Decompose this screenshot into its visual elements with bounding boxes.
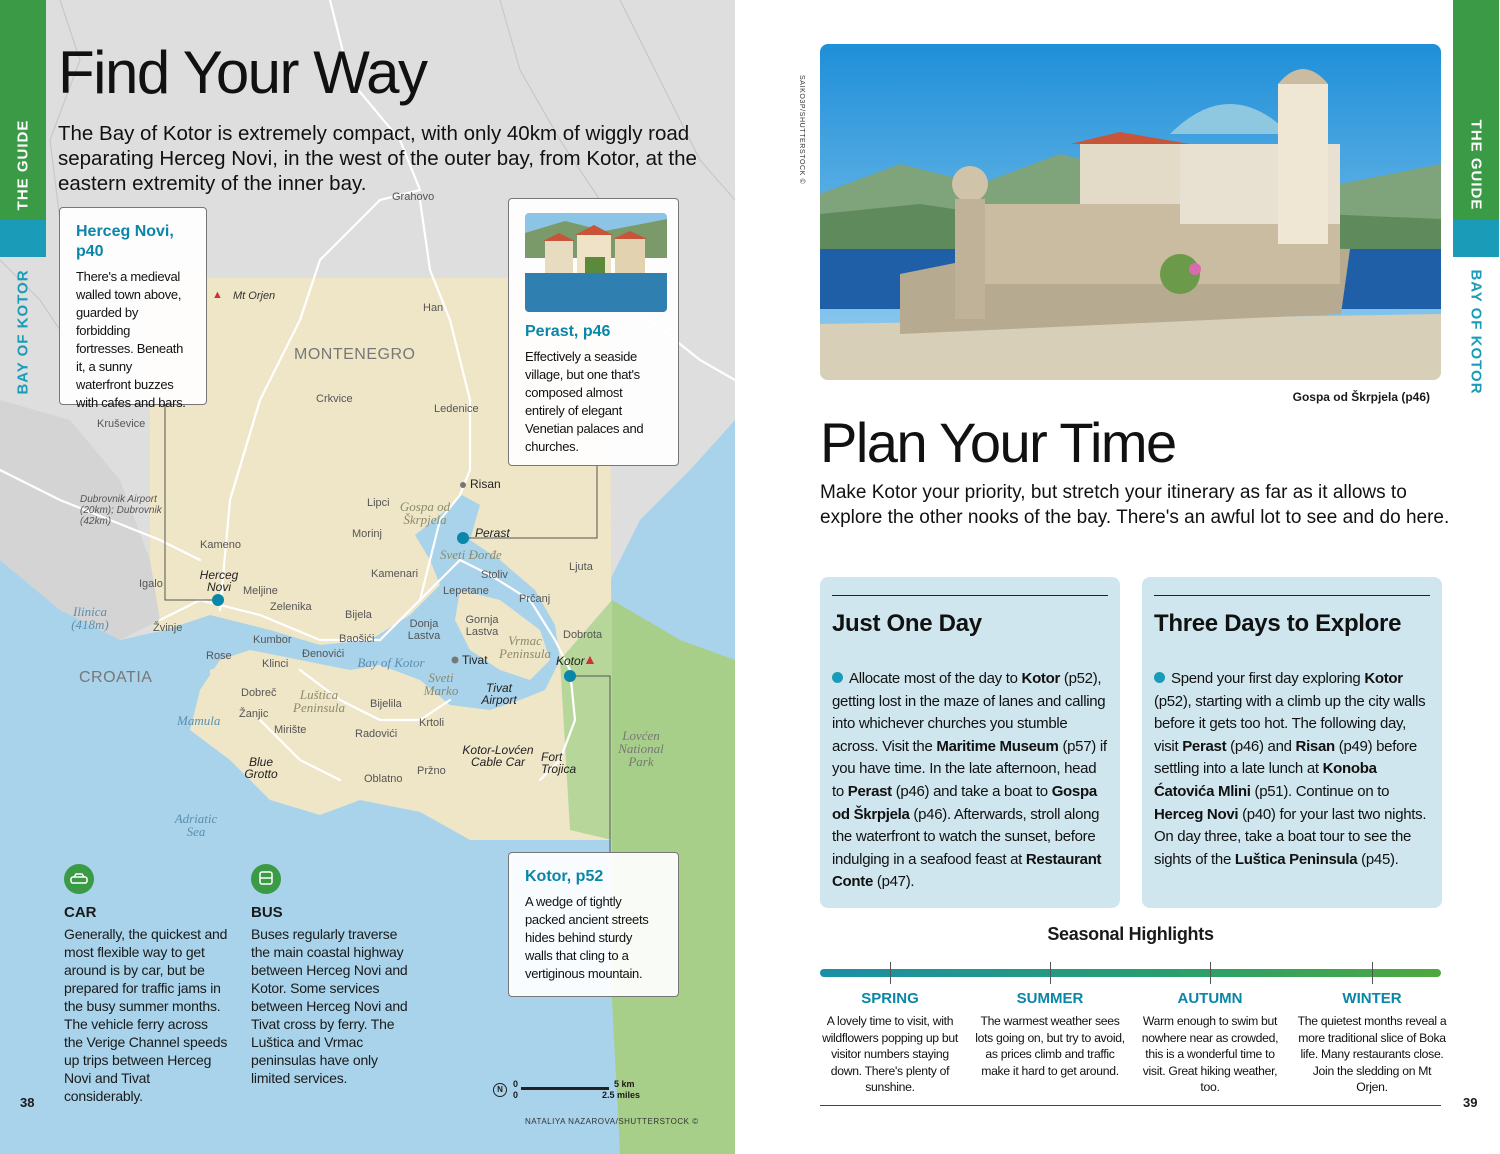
season-summer — [975, 990, 1125, 1079]
map-label: Bijela — [345, 609, 372, 621]
card-text: Spend your first day exploring Kotor (p52), starting with a climb up the city walls before it gets too hot. The following day, visit Perast (p46) and Risan (p49) before settling into a late lunch at Konoba Ćatovića Mlini (p51). Continue on to Herceg Novi (p40) for your last two nights. On day three, take a boat tour to see the sights of the Luštica Peninsula (p45). — [1154, 670, 1427, 868]
season-timeline — [820, 969, 1441, 977]
map-label: Sveti Marko — [423, 670, 459, 698]
just-one-day-card — [820, 577, 1120, 908]
season-name: SPRING — [861, 990, 919, 1007]
section-tab — [1453, 220, 1499, 257]
divider — [820, 1105, 1441, 1106]
map-label: Zelenika — [270, 601, 312, 613]
intro-text: Make Kotor your priority, but stretch your itinerary as far as it allows to explore the other nooks of the bay. There's an awful lot to see and do here. — [820, 482, 1450, 528]
season-text: The quietest months reveal a more traditional slice of Boka life. Many restaurants close. Join the sledding on Mt Orjen. — [1297, 1014, 1447, 1094]
season-text: A lovely time to visit, with wildflowers popping up but visitor numbers staying down. There's plenty of sunshine. — [822, 1014, 958, 1094]
seasonal-title: Seasonal Highlights — [1047, 924, 1214, 944]
map-label: Adriatic Sea — [174, 811, 218, 839]
map-label: Kotor — [556, 654, 585, 668]
season-winter — [1297, 990, 1447, 1096]
page-title: Find Your Way — [58, 39, 427, 106]
season-name: WINTER — [1342, 990, 1402, 1007]
scale-miles: 2.5 miles — [602, 1090, 641, 1100]
map-label: ▲ — [583, 651, 597, 667]
map-label: Dobreč — [241, 687, 277, 699]
section-label: BAY OF KOTOR — [14, 269, 32, 395]
map-label: Grahovo — [392, 191, 435, 203]
map-label: Đenovići — [302, 648, 345, 660]
map-label: ▲ — [212, 289, 223, 301]
map-label: Kruševice — [97, 418, 146, 430]
bus-icon — [251, 864, 281, 894]
car-title: CAR — [64, 904, 97, 921]
map-label: Mamula — [177, 713, 221, 728]
map-label: Baošići — [339, 633, 375, 645]
map-label: Lipci — [367, 497, 390, 509]
season-spring — [815, 990, 965, 1096]
left-page — [0, 0, 735, 1154]
scale-zero-2: 0 — [513, 1090, 519, 1100]
season-autumn — [1135, 990, 1285, 1096]
scale-bar — [493, 1079, 643, 1103]
callout-title: Kotor, p52 — [525, 868, 604, 885]
car-icon — [64, 864, 94, 894]
guide-tab-label: THE GUIDE — [1467, 119, 1485, 211]
map-label: MONTENEGRO — [294, 346, 416, 363]
map-label: Stoliv — [481, 569, 508, 581]
timeline-tick — [1210, 962, 1211, 984]
page-title: Plan Your Time — [820, 411, 1176, 474]
map-label: Kumbor — [253, 634, 292, 646]
card-title: Just One Day — [832, 610, 982, 637]
right-page — [735, 0, 1500, 1154]
map-label: Vrmac Peninsula — [499, 633, 551, 661]
timeline-tick — [890, 962, 891, 984]
map-label: Ilinica (418m) — [71, 604, 109, 632]
map-label: Crkvice — [316, 393, 353, 405]
map-label: Oblatno — [364, 773, 403, 785]
perast-photo — [525, 213, 667, 312]
map-label: Gornja Lastva — [465, 614, 499, 638]
herceg-novi-callout — [59, 207, 207, 410]
page-number: 38 — [20, 1095, 35, 1110]
map-label: Bijelila — [370, 698, 402, 710]
map-label: Kameno — [200, 539, 241, 551]
photo-credit: NATALIYA NAZAROVA/SHUTTERSTOCK © — [525, 1117, 699, 1126]
scale-km: 5 km — [614, 1079, 635, 1089]
car-text: Generally, the quickest and most flexible way to get around is by car, but be prepared for traffic jams in the busy summer months. The vehicle ferry across the Verige Channel speeds up trips between Herceg Novi and Tivat considerably. — [64, 926, 228, 1104]
guide-tab-label: THE GUIDE — [14, 119, 32, 211]
intro-text: The Bay of Kotor is extremely compact, with only 40km of wiggly road separating Herceg Novi, in the west of the outer bay, from Kotor, at the eastern extremity of the inner bay. — [58, 122, 697, 195]
map-label: Žvinje — [153, 622, 183, 634]
kotor-callout — [508, 852, 679, 997]
map-label: Bay of Kotor — [357, 655, 425, 670]
map-label: Han — [423, 302, 444, 314]
car-info — [64, 864, 230, 1105]
section-label-area — [1453, 257, 1499, 407]
perast-callout — [508, 198, 679, 466]
section-label-area — [0, 257, 46, 407]
page-number: 39 — [1463, 1095, 1478, 1110]
guide-tab — [1453, 0, 1499, 220]
section-tab — [0, 220, 46, 257]
callout-title: Herceg Novi, p40 — [76, 223, 174, 260]
bullet-icon — [832, 672, 843, 683]
map-label: CROATIA — [79, 669, 153, 686]
bullet-icon — [1154, 672, 1165, 683]
timeline-tick — [1372, 962, 1373, 984]
three-days-card — [1142, 577, 1442, 908]
map-label: Kamenari — [371, 568, 419, 580]
bus-title: BUS — [251, 904, 283, 921]
season-text: The warmest weather sees lots going on, but try to avoid, as prices climb and traffic make it hard to get around. — [975, 1014, 1125, 1078]
map-label: Blue Grotto — [244, 755, 278, 781]
north-icon: N — [493, 1083, 507, 1097]
map-label: Rose — [206, 650, 232, 662]
map-label: Kotor-Lovćen Cable Car — [462, 743, 534, 769]
card-title: Three Days to Explore — [1154, 610, 1402, 637]
map-label: Žanjic — [239, 708, 269, 720]
map-label: Tivat — [462, 653, 488, 667]
map-label: Lepetane — [443, 585, 489, 597]
bus-text: Buses regularly traverse the main coastal highway between Herceg Novi and Kotor. Some services between Herceg Novi and Tivat cross by ferry. The Luštica and Vrmac peninsulas have only limited services. — [251, 926, 408, 1086]
map-label: Klinci — [262, 658, 289, 670]
hero-photo — [820, 44, 1441, 380]
map-label: Lovćen National Park — [618, 728, 664, 769]
map-label: Igalo — [139, 578, 163, 590]
bus-info — [251, 864, 417, 1087]
guide-tab — [0, 0, 46, 220]
map-label: Radovići — [355, 728, 398, 740]
map-label: Donja Lastva — [407, 618, 441, 642]
photo-caption: Gospa od Škrpjela (p46) — [1292, 390, 1430, 404]
season-text: Warm enough to swim but nowhere near as crowded, this is a wonderful time to visit. Great hiking weather, too. — [1141, 1014, 1279, 1094]
map-label: Ljuta — [569, 561, 593, 573]
map-label: Mirište — [274, 724, 307, 736]
callout-text: A wedge of tightly packed ancient streets hides behind sturdy walls that cling to a vertiginous mountain. — [525, 894, 649, 981]
callout-title: Perast, p46 — [525, 323, 611, 340]
map-label: Mt Orjen — [233, 290, 276, 302]
card-text: Allocate most of the day to Kotor (p52), getting lost in the maze of lanes and calling into whichever churches you stumble across. Visit the Maritime Museum (p57) if you have time. In the late afternoon, head to Perast (p46) and take a boat to Gospa od Škrpjela (p46). Afterwards, stroll along the waterfront to watch the sunset, before indulging in a seafood feast at Restaurant Conte (p47). — [832, 670, 1107, 891]
map-label: Herceg Novi — [199, 568, 239, 594]
map-label: Dubrovnik Airport (20km); Dubrovnik (42km) — [80, 494, 162, 527]
map-label: Krtoli — [419, 717, 445, 729]
photo-credit: SAIKO3P/SHUTTERSTOCK © — [798, 75, 805, 185]
map-label: Prčanj — [519, 593, 551, 605]
map-label: Pržno — [417, 765, 446, 777]
callout-text: Effectively a seaside village, but one that's composed almost entirely of elegant Venetian palaces and churches. — [525, 349, 644, 454]
callout-text: There's a medieval walled town above, guarded by forbidding fortresses. Beneath it, a sunny waterfront buzzes with cafes and bars. — [76, 269, 186, 410]
timeline-tick — [1050, 962, 1051, 984]
map-label: Luštica Peninsula — [293, 687, 345, 715]
map-label: Gospa od Škrpjela — [399, 499, 451, 527]
map-label: Dobrota — [563, 629, 603, 641]
season-name: SUMMER — [1016, 990, 1084, 1007]
map-label: Meljine — [243, 585, 278, 597]
season-name: AUTUMN — [1177, 990, 1243, 1007]
map-label: Tivat Airport — [481, 681, 517, 707]
section-label: BAY OF KOTOR — [1467, 269, 1485, 395]
map-label: Ledenice — [434, 403, 479, 415]
map-label: Fort Trojica — [541, 750, 577, 776]
map-label: Morinj — [352, 528, 382, 540]
scale-zero: 0 — [513, 1079, 519, 1089]
map-label: Sveti Đorđe — [440, 547, 502, 562]
map-label: Perast — [475, 526, 510, 540]
map-label: Risan — [470, 477, 501, 491]
